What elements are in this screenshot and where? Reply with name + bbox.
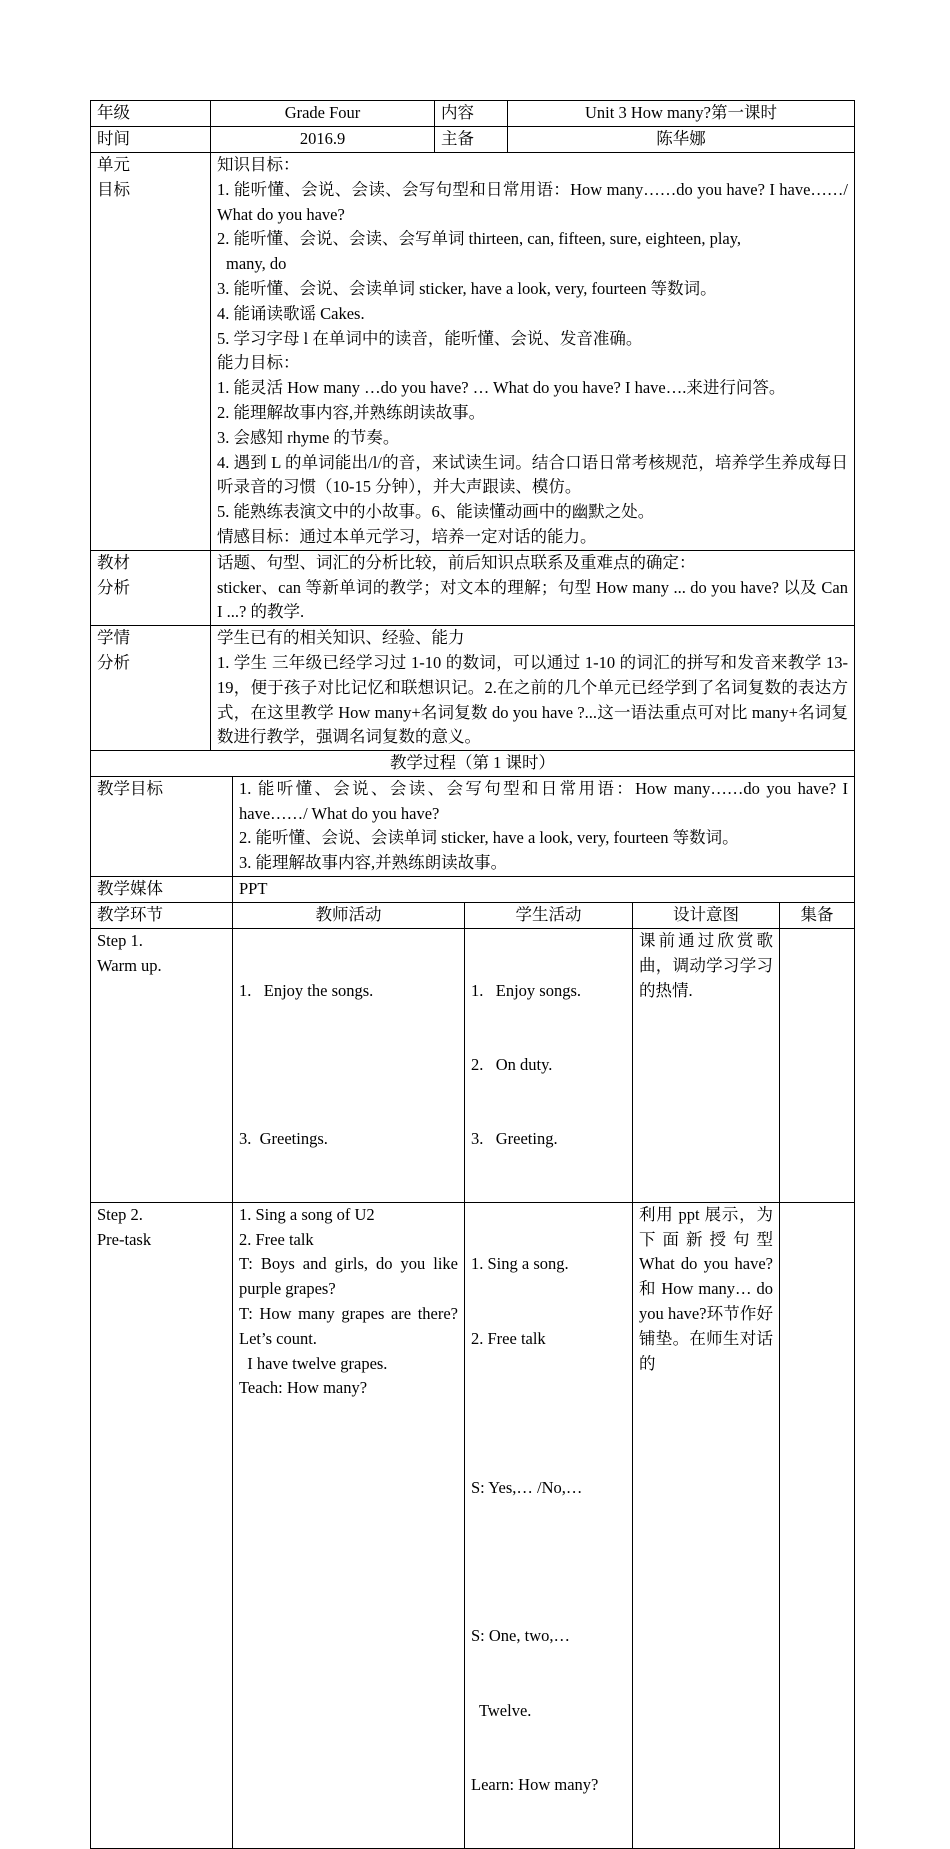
teaching-goal-line: 3. 能理解故事内容,并熟练朗读故事。	[239, 853, 508, 873]
lesson-plan-document	[90, 100, 854, 1849]
step-design-intent: 课前通过欣赏歌曲，调动学习学习的热情.	[633, 929, 780, 1203]
stage-line: Pre-task	[97, 1229, 152, 1249]
time-value: 2016.9	[211, 127, 435, 153]
goal-line: 情感目标：通过本单元学习，培养一定对话的能力。	[217, 526, 597, 546]
teacher-line: 2. Free talk	[239, 1229, 314, 1249]
goal-line: 1. 能灵活 How many …do you have? … What do you have? I have….来进行问答。	[217, 378, 786, 398]
process-title: 教学过程（第 1 课时）	[91, 751, 855, 777]
goal-line: 2. 能听懂、会说、会读、会写单词 thirteen, can, fifteen, sure, eighteen, play,	[217, 229, 742, 249]
step-prep	[780, 929, 855, 1203]
media-row	[91, 877, 855, 903]
grade-label: 年级	[91, 101, 211, 127]
teacher-line: I have twelve grapes.	[239, 1353, 388, 1373]
student-activity-line: Learn: How many?	[471, 1775, 599, 1795]
student-analysis-label	[91, 626, 211, 751]
teacher-line: Teach: How many?	[239, 1378, 368, 1398]
step-stage	[91, 1202, 233, 1848]
goal-line: 2. 能理解故事内容,并熟练朗读故事。	[217, 402, 486, 422]
unit-goals-content	[211, 153, 855, 551]
teaching-goals-row	[91, 776, 855, 876]
material-line: 话题、句型、词汇的分析比较，前后知识点联系及重难点的确定：	[217, 552, 696, 572]
time-row	[91, 127, 855, 153]
step-student-activity	[465, 929, 633, 1203]
student-activity-line: 2. Free talk	[471, 1328, 546, 1348]
student-line: 学生已有的相关知识、经验、能力	[217, 628, 465, 648]
material-label-2: 分析	[97, 577, 130, 597]
material-label-1: 教材	[97, 552, 130, 572]
content-value: Unit 3 How many?第一课时	[508, 101, 855, 127]
student-analysis-content	[211, 626, 855, 751]
teacher-line	[239, 1053, 458, 1078]
process-table	[90, 776, 855, 1849]
teaching-goal-line: 1. 能听懂、会说、会读、会写句型和日常用语：How many……do you have? I have……/ What do you have?	[239, 778, 849, 823]
goal-line: 4. 遇到 L 的单词能出/l/的音，来试读生词。结合口语日常考核规范，培养学生养成每日听录音的习惯（10-15 分钟），并大声跟读、模仿。	[217, 452, 848, 497]
content-label: 内容	[435, 101, 508, 127]
student-label-1: 学情	[97, 628, 130, 648]
teaching-goal-line: 2. 能听懂、会说、会读单词 sticker, have a look, very, fourteen 等数词。	[239, 828, 739, 848]
prep-value: 陈华娜	[508, 127, 855, 153]
student-activity-line	[471, 1550, 626, 1575]
unit-goals-label	[91, 153, 211, 551]
stage-line: Step 2.	[97, 1204, 143, 1224]
goal-line: 5. 能熟练表演文中的小故事。6、能读懂动画中的幽默之处。	[217, 502, 655, 522]
teacher-line: T: Boys and girls, do you like purple grapes?	[239, 1254, 458, 1299]
material-line: sticker、can 等新单词的教学；对文本的理解；句型 How many ... do you have? 以及 Can I ...? 的教学.	[217, 577, 848, 622]
student-analysis-row	[91, 626, 855, 751]
student-line: 1. 学生 三年级已经学习过 1-10 的数词，可以通过 1-10 的词汇的拼写和发音来教学 13-19，便于孩子对比记忆和联想识记。2.在之前的几个单元已经学到了名词复数的表达方式，在这里教学 How many+名词复数 do you have ?...这一语法重点可对比 many+名词复数进行教学，强调名词复数的意义。	[217, 652, 848, 747]
media-value: PPT	[233, 877, 855, 903]
goal-line: 3. 会感知 rhyme 的节奏。	[217, 427, 400, 447]
step-row	[91, 1202, 855, 1848]
column-header-row	[91, 903, 855, 929]
teacher-line: 3. Greetings.	[239, 1129, 328, 1149]
column-header-prep: 集备	[780, 903, 855, 929]
teaching-goals-label: 教学目标	[91, 776, 233, 876]
teacher-line: 1. Sing a song of U2	[239, 1204, 375, 1224]
teacher-line: T: How many grapes are there? Let’s count.	[239, 1303, 458, 1348]
student-label-2: 分析	[97, 652, 130, 672]
student-activity-line	[471, 1401, 626, 1426]
step-teacher-activity	[233, 1202, 465, 1848]
unit-goals-label-1: 单元	[97, 155, 130, 174]
column-header-stage: 教学环节	[91, 903, 233, 929]
step-row	[91, 929, 855, 1203]
media-label: 教学媒体	[91, 877, 233, 903]
time-label: 时间	[91, 127, 211, 153]
goal-line: 5. 学习字母 l 在单词中的读音，能听懂、会说、发音准确。	[217, 328, 643, 348]
unit-goals-row	[91, 153, 855, 551]
step-design-intent: 利用 ppt 展示，为下面新授句型 What do you have? 和 How many… do you have?环节作好铺垫。在师生对话的	[633, 1202, 780, 1848]
student-activity-line: 3. Greeting.	[471, 1129, 558, 1149]
student-activity-line: 2. On duty.	[471, 1055, 553, 1074]
goal-line: 能力目标：	[217, 353, 300, 373]
goal-line: 知识目标：	[217, 155, 300, 174]
goal-line: 3. 能听懂、会说、会读单词 sticker, have a look, very, fourteen 等数词。	[217, 278, 717, 298]
student-activity-line: S: Yes,… /No,…	[471, 1477, 583, 1497]
teacher-line: 1. Enjoy the songs.	[239, 980, 374, 1000]
step-student-activity	[465, 1202, 633, 1848]
step-prep	[780, 1202, 855, 1848]
prep-label: 主备	[435, 127, 508, 153]
step-teacher-activity	[233, 929, 465, 1203]
goal-line: 4. 能诵读歌谣 Cakes.	[217, 303, 365, 323]
material-analysis-label	[91, 550, 211, 625]
stage-line: Warm up.	[97, 955, 162, 975]
process-title-row	[91, 751, 855, 777]
grade-row	[91, 101, 855, 127]
student-activity-line: Twelve.	[471, 1700, 532, 1720]
teaching-goals-content	[233, 776, 855, 876]
goal-line: 1. 能听懂、会说、会读、会写句型和日常用语：How many……do you have? I have……/ What do you have?	[217, 179, 848, 224]
column-header-intent: 设计意图	[633, 903, 780, 929]
header-table	[90, 100, 855, 777]
step-stage	[91, 929, 233, 1203]
column-header-student: 学生活动	[465, 903, 633, 929]
material-analysis-row	[91, 550, 855, 625]
unit-goals-label-2: 目标	[97, 179, 130, 199]
grade-value: Grade Four	[211, 101, 435, 127]
student-activity-line: 1. Sing a song.	[471, 1254, 569, 1274]
column-header-teacher: 教师活动	[233, 903, 465, 929]
goal-line: many, do	[226, 254, 287, 274]
student-activity-line: 1. Enjoy songs.	[471, 980, 582, 1000]
student-activity-line: S: One, two,…	[471, 1626, 570, 1646]
stage-line: Step 1.	[97, 931, 143, 951]
material-analysis-content	[211, 550, 855, 625]
